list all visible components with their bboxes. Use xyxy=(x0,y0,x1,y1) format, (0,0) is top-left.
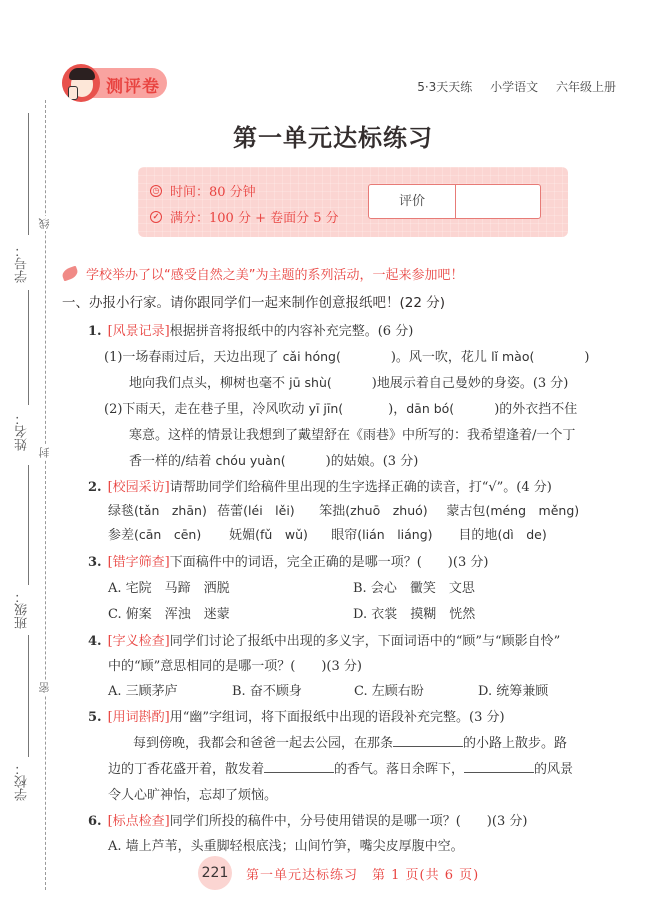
score-row xyxy=(150,207,339,226)
q2-item[interactable]: 妩媚(fǔ wǔ) xyxy=(229,527,308,543)
q3-tag: [错字筛查] xyxy=(107,555,170,570)
series-name: 5·3天天练 xyxy=(417,80,473,94)
evaluation-label: 评价 xyxy=(369,185,456,218)
q1-part1-line1: (1)一场春雨过后，天边出现了 cǎi hóng( )。风一吹，花儿 lǐ mào( ) xyxy=(104,349,590,365)
q2-item[interactable]: 眼帘(lián liáng) xyxy=(331,527,433,543)
info-box xyxy=(138,167,568,237)
class-line[interactable] xyxy=(28,465,29,585)
student-id-label: 学号： xyxy=(15,244,30,283)
score-text: 满分：100 分 + 卷面分 5 分 xyxy=(170,211,339,226)
check-circle-icon: ✓ xyxy=(150,211,162,223)
clock-icon: ◷ xyxy=(150,185,162,197)
q1-part1-line2: 地向我们点头，柳树也毫不 jū shù( )地展示着自己曼妙的身姿。(3 分) xyxy=(129,375,569,391)
binding-mark-seal: 封 xyxy=(38,447,51,458)
q1-part2-line1: (2)下雨天，走在巷子里，冷风吹动 yī jīn( )，dān bó( )的外衣挡不住 xyxy=(104,401,578,417)
q2-item[interactable]: 目的地(dì de) xyxy=(458,527,547,543)
q2-tag: [校园采访] xyxy=(107,480,170,495)
q4-header: 4. [字义检查]同学们讨论了报纸中出现的多义字，下面词语中的“顾”与“顾影自怜” xyxy=(88,634,561,649)
q6-option-a[interactable]: A. 墙上芦苇，头重脚轻根底浅；山间竹笋，嘴尖皮厚腹中空。 xyxy=(108,839,464,854)
q5-header: 5. [用词斟酌]用“幽”字组词，将下面报纸中出现的语段补充完整。(3 分) xyxy=(88,710,505,725)
q1-tag: [风景记录] xyxy=(107,324,170,339)
footer-text: 第一单元达标练习 第 1 页(共 6 页) xyxy=(246,868,480,883)
school-label: 学校： xyxy=(15,762,30,801)
q2-header: 2. [校园采访]请帮助同学们给稿件里出现的生字选择正确的读音，打“√”。(4 分) xyxy=(88,480,552,495)
q5-paragraph-line3: 令人心旷神怡，忘却了烦恼。 xyxy=(108,788,278,803)
badge-label: 测评卷 xyxy=(106,77,160,97)
q2-item[interactable]: 蓓蕾(léi lěi) xyxy=(217,503,295,519)
q3-option-a[interactable]: A. 宅院 马蹄 洒脱 xyxy=(108,581,230,596)
fill-blank-3[interactable] xyxy=(464,761,534,773)
series-info xyxy=(405,78,616,95)
q2-item[interactable]: 蒙古包(méng měng) xyxy=(446,503,580,519)
school-line[interactable] xyxy=(28,635,29,757)
q2-item[interactable]: 绿毯(tǎn zhān) xyxy=(108,503,207,519)
class-label: 班级： xyxy=(15,590,30,629)
q3-option-d[interactable]: D. 衣裳 摸糊 恍然 xyxy=(353,607,476,622)
q1-part2-line2: 寒意。这样的情景让我想到了戴望舒在《雨巷》中所写的：我希望逢着/一个丁 xyxy=(129,428,576,443)
q4-option-b[interactable]: B. 奋不顾身 xyxy=(232,684,302,699)
q4-option-d[interactable]: D. 统筹兼顾 xyxy=(478,684,549,699)
page-number-badge: 221 xyxy=(198,856,232,890)
evaluation-field[interactable] xyxy=(456,185,540,218)
q5-paragraph-line2: 边的丁香花盛开着，散发着 的香气。落日余晖下， 的风景 xyxy=(108,762,574,777)
q1-part2-line3: 香一样的/结着 chóu yuàn( )的姑娘。(3 分) xyxy=(129,453,419,469)
grade: 六年级上册 xyxy=(555,80,616,94)
section-heading: 一、办报小行家。请你跟同学们一起来制作创意报纸吧！(22 分) xyxy=(62,295,446,311)
q3-option-b[interactable]: B. 会心 黴笑 文思 xyxy=(353,581,475,596)
q2-row2 xyxy=(108,524,547,543)
q5-tag: [用词斟酌] xyxy=(107,710,170,725)
evaluation-box xyxy=(368,184,541,219)
page-title: 第一单元达标练习 xyxy=(233,123,433,152)
time-row xyxy=(150,181,256,200)
q2-row1 xyxy=(108,500,579,519)
q3-header: 3. [错字筛查]下面稿件中的词语，完全正确的是哪一项？( )(3 分) xyxy=(88,555,489,570)
avatar-icon xyxy=(62,64,100,102)
q2-item[interactable]: 笨拙(zhuō zhuó) xyxy=(319,503,428,519)
q2-item[interactable]: 参差(cān cēn) xyxy=(108,527,202,543)
fill-blank-1[interactable] xyxy=(393,735,463,747)
name-line[interactable] xyxy=(28,290,29,405)
q4-option-a[interactable]: A. 三顾茅庐 xyxy=(108,684,178,699)
fill-blank-2[interactable] xyxy=(264,761,334,773)
name-label: 姓名： xyxy=(15,412,30,451)
q6-tag: [标点检查] xyxy=(107,814,170,829)
binding-mark-line: 线 xyxy=(38,218,51,229)
banner-text: 学校举办了以“感受自然之美”为主题的系列活动，一起来参加吧！ xyxy=(86,268,464,283)
q3-option-c[interactable]: C. 俯案 浑浊 迷蒙 xyxy=(108,607,230,622)
subject: 小学语文 xyxy=(490,80,539,94)
q4-tag: [字义检查] xyxy=(107,634,170,649)
leaf-icon xyxy=(61,266,80,282)
q5-paragraph-line1: 每到傍晚，我都会和爸爸一起去公园，在那条 的小路上散步。路 xyxy=(133,736,568,751)
time-text: 时间：80 分钟 xyxy=(170,185,256,200)
q4-option-c[interactable]: C. 左顾右盼 xyxy=(354,684,424,699)
q4-prompt-line2: 中的“顾”意思相同的是哪一项？( )(3 分) xyxy=(108,659,362,674)
q6-header: 6. [标点检查]同学们所投的稿件中，分号使用错误的是哪一项？( )(3 分) xyxy=(88,814,528,829)
binding-mark-secret: 密 xyxy=(38,682,51,693)
q1-header: 1. [风景记录]根据拼音将报纸中的内容补充完整。(6 分) xyxy=(88,324,414,339)
activity-banner xyxy=(62,264,463,283)
